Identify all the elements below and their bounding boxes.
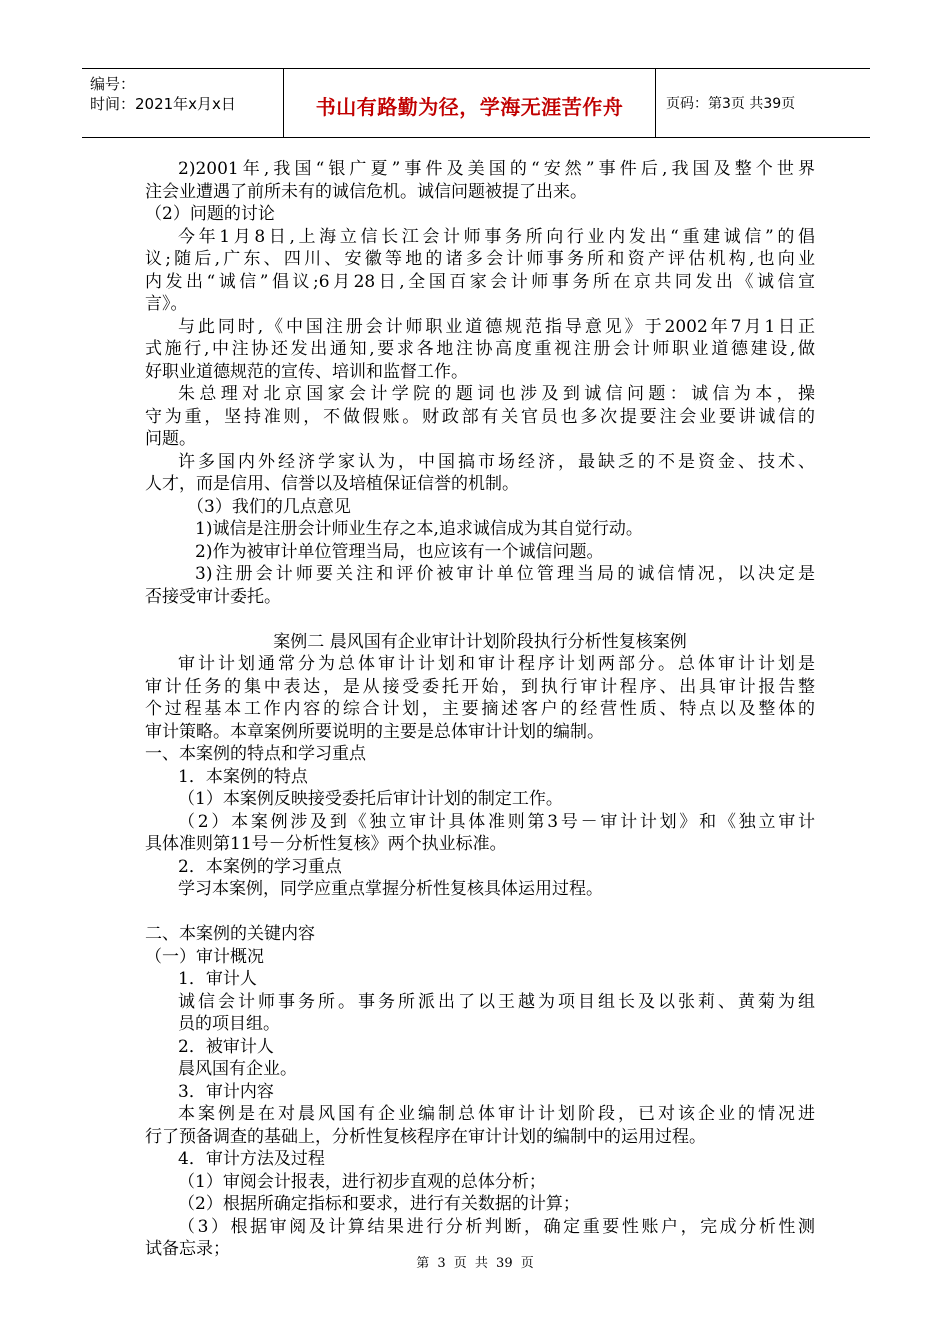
page-header	[82, 68, 870, 138]
header-motto: 书山有路勤为径，学海无涯苦作舟	[315, 95, 624, 119]
text-line: 否接受审计委托。	[145, 586, 281, 607]
text-line: 1)诚信是注册会计师业生存之本,追求诚信成为其自觉行动。	[195, 519, 643, 539]
text-line: 1．本案例的特点	[178, 766, 308, 787]
text-line: （一）审计概况	[145, 946, 264, 967]
header-meta	[90, 74, 236, 114]
document-body	[145, 158, 815, 1261]
text-line: （2）本案例涉及到《独立审计具体准则第3号－审计计划》和《独立审计	[178, 811, 815, 832]
text-line: 员的项目组。	[178, 1014, 280, 1034]
text-line: 行了预备调查的基础上，分析性复核程序在审计计划的编制中的运用过程。	[145, 1126, 706, 1147]
text-line: 2．被审计人	[178, 1036, 274, 1057]
text-line: （2）根据所确定指标和要求，进行有关数据的计算；	[178, 1194, 580, 1214]
text-line: （1）审阅会计报表，进行初步直观的总体分析；	[178, 1171, 546, 1192]
blank-line	[145, 901, 815, 924]
text-line: 二、本案例的关键内容	[145, 924, 315, 944]
text-line: 具体准则第11号－分析性复核》两个执业标准。	[145, 834, 507, 854]
text-line: 人才，而是信用、信誉以及培植保证信誉的机制。	[145, 474, 519, 494]
text-line: 3)注册会计师要关注和评价被审计单位管理当局的诚信情况，以决定是	[195, 564, 815, 584]
text-line: 1．审计人	[178, 969, 257, 989]
document-time-label: 时间：2021年x月x日	[90, 95, 236, 113]
text-line: 晨风国有企业。	[178, 1059, 297, 1079]
text-line: 许多国内外经济学家认为，中国搞市场经济，最缺乏的不是资金、技术、	[178, 451, 815, 472]
text-line: 今年1月8日,上海立信长江会计师事务所向行业内发出“重建诚信”的倡	[178, 226, 815, 247]
page-footer: 第 3 页 共 39 页	[416, 1256, 534, 1271]
text-line: （3）根据审阅及计算结果进行分析判断，确定重要性账户，完成分析性测	[178, 1216, 815, 1237]
text-line: 式施行,中注协还发出通知,要求各地注协高度重视注册会计师职业道德建设,做	[145, 339, 815, 359]
text-line: 言》。	[145, 294, 188, 314]
text-line: 学习本案例，同学应重点掌握分析性复核具体运用过程。	[178, 879, 603, 899]
text-line: 本案例是在对晨风国有企业编制总体审计计划阶段，已对该企业的情况进	[178, 1104, 815, 1124]
text-line: 守为重，坚持准则，不做假账。财政部有关官员也多次提要注会业要讲诚信的	[145, 406, 815, 427]
text-line: 朱总理对北京国家会计学院的题词也涉及到诚信问题：诚信为本，操	[178, 384, 815, 404]
text-line: 议;随后,广东、四川、安徽等地的诸多会计师事务所和资产评估机构,也向业	[145, 249, 815, 269]
text-line: （3）我们的几点意见	[187, 496, 351, 517]
text-line: 问题。	[145, 429, 196, 449]
text-line: 2．本案例的学习重点	[178, 856, 342, 877]
text-line: 注会业遭遇了前所未有的诚信危机。诚信问题被提了出来。	[145, 181, 587, 202]
text-line: 一、本案例的特点和学习重点	[145, 744, 366, 764]
text-line: 审计计划通常分为总体审计计划和审计程序计划两部分。总体审计计划是	[178, 654, 815, 674]
text-line: 审计策略。本章案例所要说明的主要是总体审计计划的编制。	[145, 721, 604, 742]
document-number-label: 编号：	[90, 75, 136, 93]
text-line: （2）问题的讨论	[145, 204, 275, 224]
blank-line	[145, 608, 815, 631]
text-line: 4．审计方法及过程	[178, 1149, 325, 1169]
header-page-info: 页码：第3页 共39页	[666, 96, 796, 112]
case-title: 案例二 晨风国有企业审计计划阶段执行分析性复核案例	[273, 631, 687, 652]
text-line: 与此同时,《中国注册会计师职业道德规范指导意见》于2002年7月1日正	[178, 316, 815, 337]
text-line: 试备忘录；	[145, 1239, 230, 1259]
text-line: （1）本案例反映接受委托后审计计划的制定工作。	[178, 789, 563, 809]
text-line: 好职业道德规范的宣传、培训和监督工作。	[145, 361, 468, 382]
text-line: 2)2001年,我国“银广夏”事件及美国的“安然”事件后,我国及整个世界	[178, 159, 815, 179]
text-line: 3．审计内容	[178, 1081, 274, 1102]
text-line: 诚信会计师事务所。事务所派出了以王越为项目组长及以张莉、黄菊为组	[178, 991, 815, 1012]
text-line: 2)作为被审计单位管理当局，也应该有一个诚信问题。	[195, 541, 604, 562]
text-line: 审计任务的集中表达，是从接受委托开始，到执行审计程序、出具审计报告整	[145, 676, 815, 697]
text-line: 个过程基本工作内容的综合计划，主要摘述客户的经营性质、特点以及整体的	[145, 699, 815, 719]
header-divider	[655, 69, 656, 137]
text-line: 内发出“诚信”倡议;6月28日,全国百家会计师事务所在京共同发出《诚信宣	[145, 271, 815, 292]
